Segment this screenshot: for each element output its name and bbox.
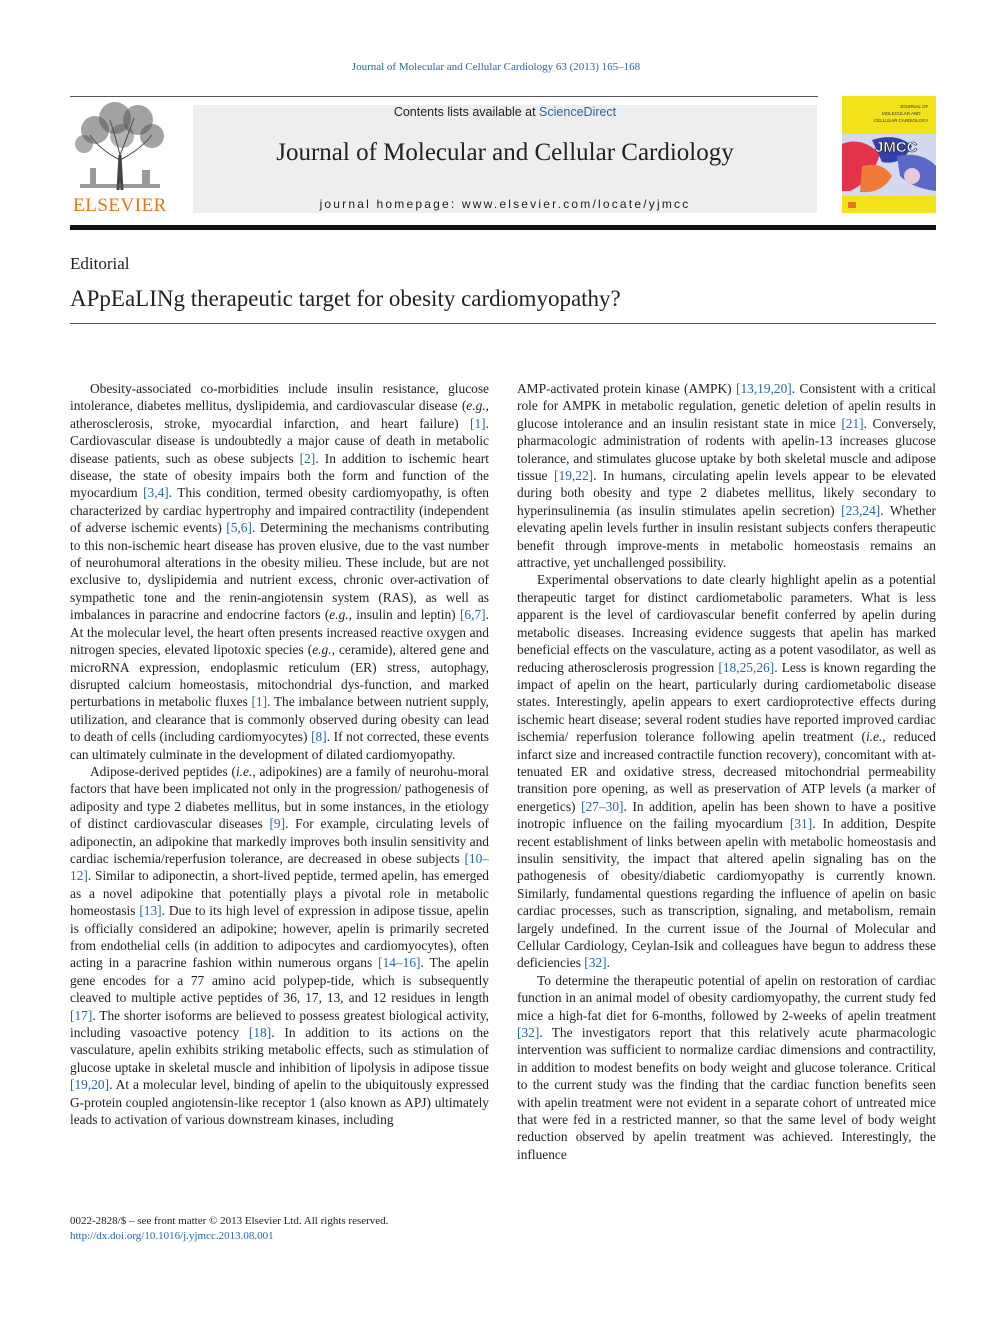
reference-link[interactable]: [18,25,26] [718,659,775,675]
reference-link[interactable]: [5,6] [226,520,252,536]
article-type: Editorial [70,254,130,273]
journal-cover[interactable] [842,96,936,213]
elsevier-tree-icon [70,100,170,192]
reference-link[interactable]: [2] [299,450,316,466]
journal-homepage[interactable]: journal homepage: www.elsevier.com/locate/yjmcc [319,197,691,211]
footer [70,1214,388,1244]
header-top-rule [70,96,818,97]
doi-link[interactable]: http://dx.doi.org/10.1016/j.yjmcc.2013.08.001 [70,1230,274,1242]
contents-prefix: Contents lists available at [393,105,540,119]
title-rule [70,323,936,324]
reference-link[interactable]: [32] [584,955,607,971]
reference-link[interactable]: [19,20] [70,1077,110,1093]
cover-title-line-1: JOURNAL OF [900,104,929,109]
reference-link[interactable]: [27–30] [581,798,624,814]
reference-link[interactable]: [17] [70,1007,93,1023]
reference-link[interactable]: [1] [470,415,486,431]
reference-link[interactable]: [1] [251,694,268,710]
paragraph-left-2: Adipose-derived peptides (i.e., adipokines) are a family of neurohu-moral factors that have been implicated not only in the progression/ pathogenesis of adiposity and type 2 diabetes mellitus, but in some instances, in the etiology of distinct cardiovascular diseases [9]. For example, circulating levels of adiponectin, an adipokine that markedly improves both insulin sensitivity and cardiac ischemia/reperfusion tolerance, are decreased in obese subjects [10–12]. Similar to adiponectin, a short-lived peptide, termed apelin, has emerged as a novel adipokine that potentially plays a pivotal role in metabolic homeostasis [13]. Due to its high level of expression in adipose tissue, apelin is officially considered an adipokine; however, apelin is primarily secreted from endothelial cells (in addition to adipocytes and cardiomyocytes), often acting in a paracrine fashion within numerous organs [14–16]. The apelin gene encodes for a 77 amino acid polypep-tide, which is subsequently cleaved to multiple active peptides of 36, 17, 13, and 12 residues in length [17]. The shorter isoforms are believed to possess greatest biological activity, including vasoactive potency [18]. In addition to its actions on the vasculature, apelin exhibits striking metabolic effects, such as stimulation of glucose uptake in skeletal muscle and inhibition of lipolysis in adipose tissue [19,20]. At a molecular level, binding of apelin to the ubiquitously expressed G-protein coupled angiotensin-like receptor 1 (also known as APJ) ultimately leads to activation of various downstream kinases, including [70,763,489,1128]
reference-link[interactable]: [3,4] [143,485,169,501]
journal-banner [193,105,817,213]
reference-link[interactable]: [13,19,20] [735,381,792,396]
reference-link[interactable]: [19,22] [554,468,594,484]
header-thick-rule [70,225,936,230]
reference-link[interactable]: [13] [139,903,162,919]
body-left-column [70,380,489,1128]
body-right-column [517,380,936,1163]
cover-title-line-3: CELLULAR CARDIOLOGY [874,118,929,123]
reference-link[interactable]: [10–12] [70,850,489,884]
journal-cover-image [842,96,936,213]
cover-title-line-2: MOLECULAR AND [882,111,921,116]
elsevier-logo[interactable] [70,100,188,216]
sciencedirect-link[interactable]: ScienceDirect [539,105,617,119]
reference-link[interactable]: [6,7] [459,607,486,623]
reference-link[interactable]: [8] [311,729,327,745]
reference-link[interactable]: [14–16] [378,955,421,971]
reference-link[interactable]: [23,24] [841,502,881,518]
reference-link[interactable]: [21] [841,415,864,431]
paragraph-right-2: Experimental observations to date clearly highlight apelin as a potential therapeutic target for distinct cardiometabolic parameters. What is less apparent is the level of cardiovascular benefit conferred by apelin during metabolic diseases. Increasing evidence suggests that apelin has marked beneficial effects on the vasculature, acting as a potent vasodilator, as well as reducing atherosclerosis progression [18,25,26]. Less is known regarding the impact of apelin on the heart, particularly during cardiometabolic disease states. Interestingly, apelin appears to exert cardioprotective effects during ischemic heart disease; several rodent studies have reported improved cardiac ischemia/ reperfusion tolerance following apelin treatment (i.e., reduced infarct size and increased contractile function recovery), concomitant with at-tenuated ER and oxidative stress, decreased mitochondrial permeability transition pore opening, as well as preservation of ATP levels (a marker of energetics) [27–30]. In addition, apelin has been shown to have a positive inotropic influence on the failing myocardium [31]. In addition, Despite recent establishment of links between apelin with metabolic homeostasis and insulin sensitivity, the impact that altered apelin signaling has on the pathogenesis of obesity/diabetic cardiomyopathy is currently known. Similarly, fundamental questions regarding the influence of apelin on basic cardiac processes, such as transcription, signaling, and metabolism, remain largely undefined. In the current issue of the Journal of Molecular and Cellular Cardiology, Ceylan-Isik and colleagues have begun to address these deficiencies [32]. [517,572,936,971]
cover-acronym: JMCC [875,139,918,156]
article-title: APpEaLINg therapeutic target for obesity cardiomyopathy? [70,286,621,311]
contents-line [193,105,817,119]
paragraph-right-3: To determine the therapeutic potential of apelin on restoration of cardiac function in an animal model of obesity cardiomyopathy, the current study fed mice a high-fat diet for 6-months, followed by 2-weeks of apelin treatment [32]. The investigators report that this relatively acute pharmacologic intervention was sufficient to normalize cardiac dimensions and contractility, in addition to modest benefits on body weight and glucose tolerance. Critical to the current study was the finding that the cardiac function benefits seen with apelin treatment were not evident in a separate cohort of untreated mice that were fed in a restricted manner, so that the same level of body weight reduction observed by apelin treatment was achieved. Interestingly, the influence [517,972,936,1162]
journal-citation[interactable]: Journal of Molecular and Cellular Cardiology 63 (2013) 165–168 [351,61,641,73]
reference-link[interactable]: [32] [517,1025,540,1041]
issn-line: 0022-2828/$ – see front matter © 2013 Elsevier Ltd. All rights reserved. [70,1215,389,1227]
reference-link[interactable]: [31] [789,816,813,832]
reference-link[interactable]: [9] [269,816,286,832]
paragraph-right-1: AMP-activated protein kinase (AMPK) [13,19,20]. Consistent with a critical role for AMPK in metabolic regulation, genetic deletion of apelin results in glucose intolerance and an insulin resistant state in mice [21]. Conversely, pharmacologic administration of rodents with apelin-13 increases glucose tolerance, and stimulates glucose uptake by both skeletal muscle and adipose tissue [19,22]. In humans, circulating apelin levels appear to be elevated during both obesity and type 2 diabetes mellitus, likely secondary to hyperinsulinemia (as insulin stimulates apelin secretion) [23,24]. Whether elevating apelin levels further in insulin resistant subjects confers therapeutic benefit through improve-ments in metabolic homeostasis remains an attractive, yet unchallenged possibility. [517,381,937,571]
reference-link[interactable]: [18] [248,1025,272,1041]
journal-title[interactable]: Journal of Molecular and Cellular Cardiology [276,139,734,166]
elsevier-wordmark: ELSEVIER [73,195,167,216]
paragraph-left-1: Obesity-associated co-morbidities include insulin resistance, glucose intolerance, diabetes mellitus, dyslipidemia, and cardiovascular disease (e.g., atherosclerosis, stroke, myocardial infarction, and heart failure) [1]. Cardiovascular disease is undoubtedly a major cause of death in metabolic disease patients, such as obese subjects [2]. In addition to ischemic heart disease, the state of obesity impairs both the form and function of the myocardium [3,4]. This condition, termed obesity cardiomyopathy, is often characterized by cardiac hypertrophy and impaired contractility (independent of adverse ischemic events) [5,6]. Determining the mechanisms contributing to this non-ischemic heart disease has proven elusive, due to the vast number of neurohumoral alterations in the obesity milieu. These include, but are not exclusive to, dyslipidemia and nutrient excess, chronic over-activation of sympathetic tone and the renin-angiotensin system (RAS), as well as imbalances in paracrine and endocrine factors (e.g., insulin and leptin) [6,7]. At the molecular level, the heart often presents increased reactive oxygen and nitrogen species, elevated lipotoxic species (e.g., ceramide), altered gene and microRNA expression, endoplasmic reticulum (ER) stress, autophagy, disrupted calcium homeostasis, mitochondrial dys-function, and marked perturbations in metabolic fluxes [1]. The imbalance between nutrient supply, utilization, and clearance that is commonly observed during obesity can lead to death of cells (including cardiomyocytes) [8]. If not corrected, these events can ultimately culminate in the development of dilated cardiomyopathy. [70,381,490,762]
